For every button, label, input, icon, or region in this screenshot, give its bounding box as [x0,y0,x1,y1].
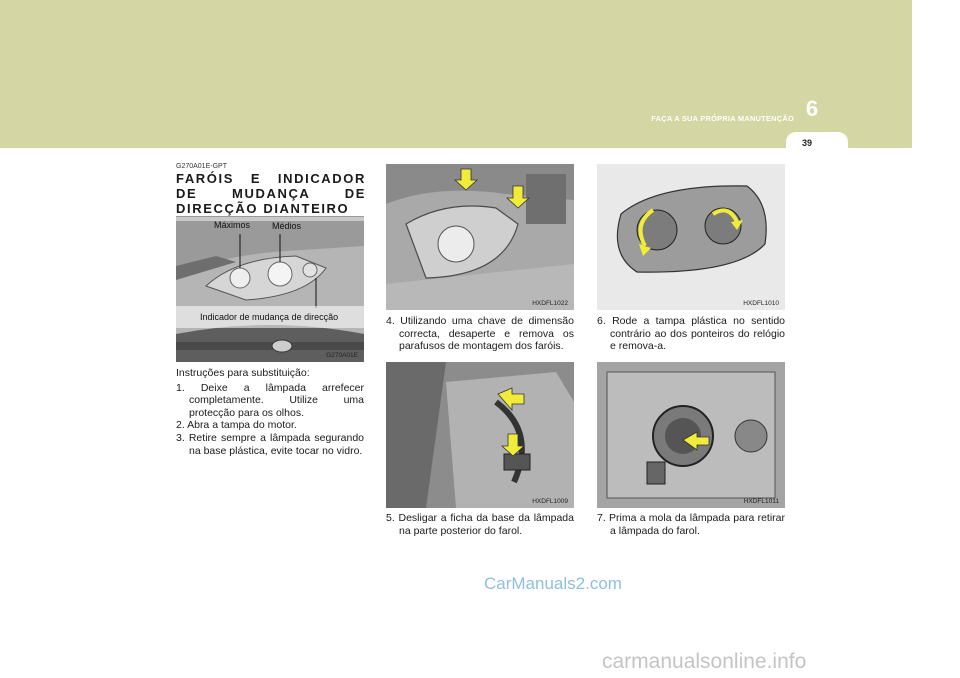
step-2: 2. Abra a tampa do motor. [176,419,297,432]
label-turn-indicator: Indicador de mudança de direcção [200,312,339,322]
figure-ref: HXDFL1011 [743,498,779,505]
step-5: 5. Desligar a ficha da base da lâmpada na parte posterior do farol. [386,512,574,537]
step-3: 3. Retire sempre a lâmpada segurando na base plástica, evite tocar no vidro. [176,431,364,457]
figure-plastic-caps [597,164,785,310]
label-medios: Médios [272,221,302,231]
figure-ref: HXDFL1010 [743,300,779,307]
figure-mounting-bolts [386,164,574,310]
car-front-illustration [176,216,364,362]
watermark-carmanualsonline[interactable]: carmanualsonline.info [602,650,807,673]
instructions-intro: Instruções para substituição: [176,367,310,379]
step-6-text [597,315,785,353]
step-4: 4. Utilizando uma chave de dimensão correcta, desaperte e remova os parafusos de montagem dos faróis. [386,315,574,353]
figure-bulb-spring [597,362,785,508]
header-band [0,0,912,148]
step-5-text [386,512,574,537]
chapter-title: FAÇA A SUA PRÓPRIA MANUTENÇÃO [651,114,794,123]
section-title: FARÓIS E INDICADOR DE MUDANÇA DE DIRECÇÃO DIANTEIRO [176,171,366,216]
figure-ref: G270A01E [326,352,358,359]
step-6: 6. Rode a tampa plástica no sentido contrário ao dos ponteiros do relógio e remova-a. [597,315,785,353]
step-4-text [386,315,574,353]
instructions-column-1 [176,367,364,457]
headlight-bolts-illustration [386,164,574,310]
figure-headlight-overview [176,216,364,362]
figure-ref: HXDFL1022 [532,300,568,307]
chapter-number: 6 [805,96,819,121]
watermark-carmanuals2[interactable]: CarManuals2.com [484,574,622,593]
section-code: G270A01E-GPT [176,163,227,170]
step-1: 1. Deixe a lâmpada arrefecer completamente. Utilize uma protecção para os olhos. [176,381,364,419]
page-number: 39 [801,138,812,148]
step-7: 7. Prima a mola da lâmpada para retirar a lâmpada do farol. [597,512,785,537]
bulb-spring-illustration [597,362,785,508]
figure-ref: HXDFL1009 [532,498,568,505]
label-maximos: Máximos [214,220,251,230]
connector-illustration [386,362,574,508]
plastic-caps-illustration [597,164,785,310]
figure-connector [386,362,574,508]
step-7-text [597,512,785,537]
